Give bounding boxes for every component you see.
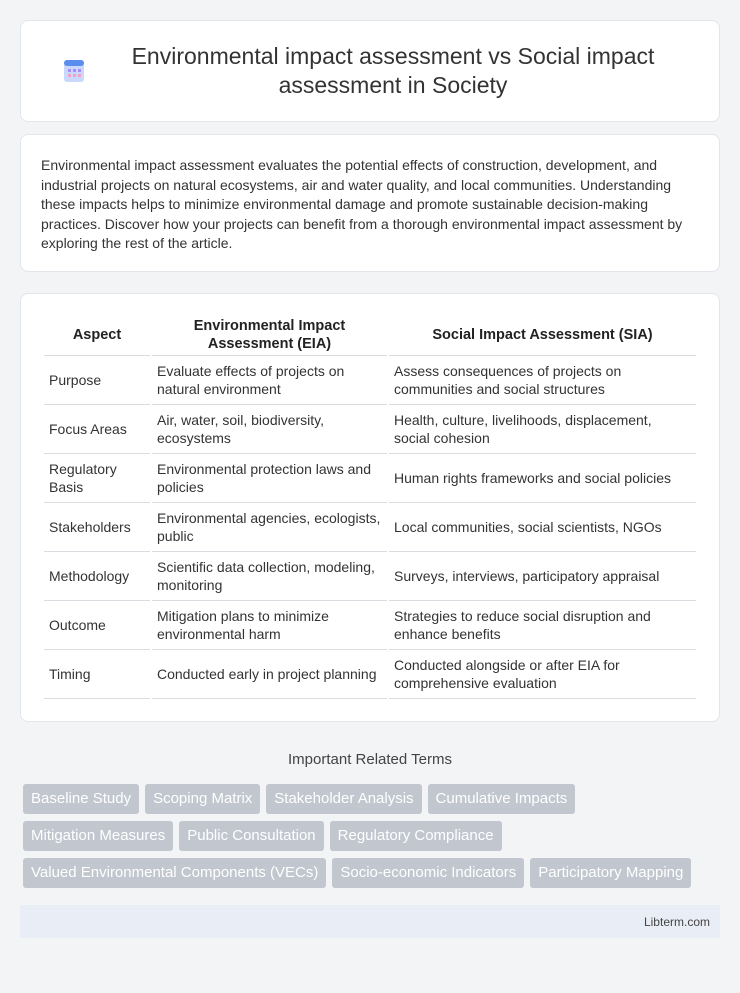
header: [61, 42, 679, 100]
cell-eia: Evaluate effects of projects on natural environment: [152, 356, 387, 405]
cell-aspect: Outcome: [44, 601, 150, 650]
cell-aspect: Focus Areas: [44, 405, 150, 454]
related-terms-title: Important Related Terms: [288, 751, 452, 768]
cell-eia: Scientific data collection, modeling, monitoring: [152, 552, 387, 601]
term-tag[interactable]: Public Consultation: [179, 821, 323, 851]
cell-aspect: Timing: [44, 650, 150, 699]
cell-sia: Assess consequences of projects on communities and social structures: [389, 356, 696, 405]
cell-aspect: Stakeholders: [44, 503, 150, 552]
table-row: [44, 552, 696, 601]
cell-eia: Environmental agencies, ecologists, public: [152, 503, 387, 552]
table-row: [44, 454, 696, 503]
intro-text: Environmental impact assessment evaluates the potential effects of construction, development, and industrial projects on natural ecosystems, air and water quality, and local communities. Understanding these impacts helps to minimize environmental damage and promote sustainable decision-making practices. Discover how your projects can benefit from a thorough environmental impact assessment by exploring the rest of the article.: [41, 157, 683, 252]
term-tag[interactable]: Mitigation Measures: [23, 821, 173, 851]
cell-aspect: Methodology: [44, 552, 150, 601]
table-header-row: [44, 314, 696, 356]
term-tag[interactable]: Regulatory Compliance: [330, 821, 502, 851]
related-terms-list: [20, 784, 720, 895]
term-tag[interactable]: Scoping Matrix: [145, 784, 260, 814]
cell-aspect: Regulatory Basis: [44, 454, 150, 503]
term-tag[interactable]: Valued Environmental Components (VECs): [23, 858, 326, 888]
cell-eia: Environmental protection laws and policies: [152, 454, 387, 503]
cell-eia: Air, water, soil, biodiversity, ecosystems: [152, 405, 387, 454]
cell-sia: Health, culture, livelihoods, displacement, social cohesion: [389, 405, 696, 454]
term-tag[interactable]: Socio-economic Indicators: [332, 858, 524, 888]
header-aspect: Aspect: [44, 314, 150, 356]
header-sia: Social Impact Assessment (SIA): [389, 314, 696, 356]
header-eia: Environmental Impact Assessment (EIA): [152, 314, 387, 356]
cell-sia: Conducted alongside or after EIA for comprehensive evaluation: [389, 650, 696, 699]
header-card: [20, 20, 720, 122]
term-tag[interactable]: Stakeholder Analysis: [266, 784, 421, 814]
page-title: Environmental impact assessment vs Social impact assessment in Society: [131, 43, 655, 98]
term-tag[interactable]: Baseline Study: [23, 784, 139, 814]
term-tag[interactable]: Participatory Mapping: [530, 858, 691, 888]
table-row: [44, 601, 696, 650]
document-list-icon: [61, 58, 87, 84]
cell-sia: Local communities, social scientists, NGOs: [389, 503, 696, 552]
cell-eia: Conducted early in project planning: [152, 650, 387, 699]
cell-eia: Mitigation plans to minimize environmental harm: [152, 601, 387, 650]
cell-sia: Strategies to reduce social disruption and enhance benefits: [389, 601, 696, 650]
footer: [20, 905, 720, 938]
cell-sia: Surveys, interviews, participatory appraisal: [389, 552, 696, 601]
cell-sia: Human rights frameworks and social policies: [389, 454, 696, 503]
footer-site-link[interactable]: Libterm.com: [643, 914, 710, 929]
comparison-card: [20, 293, 720, 722]
table-row: [44, 405, 696, 454]
table-row: [44, 650, 696, 699]
table-row: [44, 356, 696, 405]
term-tag[interactable]: Cumulative Impacts: [428, 784, 576, 814]
intro-card: [20, 134, 720, 272]
cell-aspect: Purpose: [44, 356, 150, 405]
comparison-table: [42, 314, 698, 699]
table-row: [44, 503, 696, 552]
